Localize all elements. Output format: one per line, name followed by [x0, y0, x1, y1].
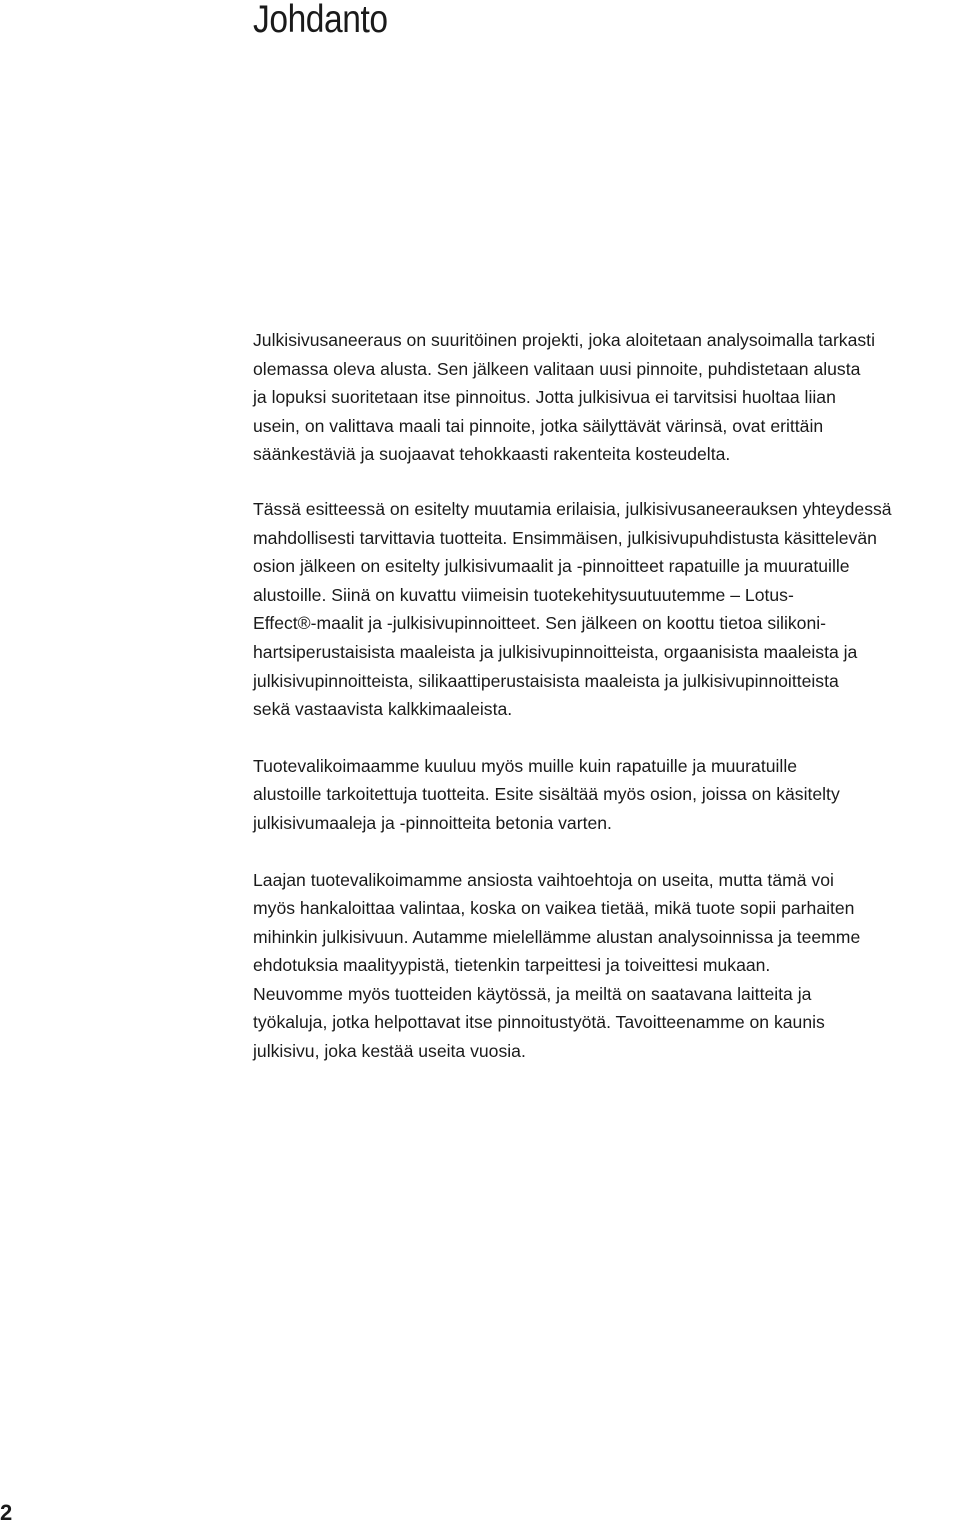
text-line: julkisivupinnoitteista, silikaattiperustaisista maaleista ja julkisivupinnoitteista [253, 670, 839, 691]
paragraph-assistance [253, 866, 960, 1066]
text-line: hartsiperustaisista maaleista ja julkisivupinnoitteista, orgaanisista maaleista ja [253, 641, 858, 662]
text-line: ehdotuksia maalityypistä, tietenkin tarpeittesi ja toiveittesi mukaan. [253, 955, 771, 976]
text-line: usein, on valittava maali tai pinnoite, jotka säilyttävät värinsä, ovat erittäin [253, 415, 824, 436]
text-line: alustoille tarkoitettuja tuotteita. Esite sisältää myös osion, joissa on käsitelty [253, 784, 840, 805]
page-title: Johdanto [253, 0, 388, 41]
text-line: julkisivu, joka kestää useita vuosia. [253, 1041, 526, 1062]
text-line: myös hankaloittaa valintaa, koska on vaikea tietää, mikä tuote sopii parhaiten [253, 898, 855, 919]
text-line: julkisivumaaleja ja -pinnoitteita betonia varten. [253, 812, 612, 833]
paragraph-product-range [253, 752, 960, 838]
text-line: Tuotevalikoimaamme kuuluu myös muille kuin rapatuille ja muuratuille [253, 755, 798, 776]
text-line: ja lopuksi suoritetaan itse pinnoitus. Jotta julkisivua ei tarvitsisi huoltaa liian [253, 387, 836, 408]
text-line: mahdollisesti tarvittavia tuotteita. Ensimmäisen, julkisivupuhdistusta käsittelevän [253, 527, 877, 548]
body-text [253, 326, 960, 1066]
text-line: Neuvomme myös tuotteiden käytössä, ja meiltä on saatavana laitteita ja [253, 983, 812, 1004]
text-line: osion jälkeen on esitelty julkisivumaalit ja -pinnoitteet rapatuille ja muuratuille [253, 556, 850, 577]
text-line: sekä vastaavista kalkkimaaleista. [253, 699, 513, 720]
text-line: Effect®-maalit ja -julkisivupinnoitteet. Sen jälkeen on koottu tietoa silikoni- [253, 613, 826, 634]
paragraph-brochure-contents [253, 495, 960, 724]
text-line: Laajan tuotevalikoimamme ansiosta vaihtoehtoja on useita, mutta tämä voi [253, 869, 834, 890]
text-line: olemassa oleva alusta. Sen jälkeen valitaan uusi pinnoite, puhdistetaan alusta [253, 358, 861, 379]
text-line: alustoille. Siinä on kuvattu viimeisin tuotekehitysuutuutemme – Lotus- [253, 584, 794, 605]
text-line: työkaluja, jotka helpottavat itse pinnoitustyötä. Tavoitteenamme on kaunis [253, 1012, 825, 1033]
text-line: Julkisivusaneeraus on suuritöinen projekti, joka aloitetaan analysoimalla tarkasti [253, 330, 875, 350]
text-line: säänkestäviä ja suojaavat tehokkaasti rakenteita kosteudelta. [253, 444, 731, 465]
text-line: mihinkin julkisivuun. Autamme mielellämme alustan analysoinnissa ja teemme [253, 926, 861, 947]
page-number: 2 [0, 1500, 13, 1525]
paragraph-intro [253, 326, 960, 469]
text-line: Tässä esitteessä on esitelty muutamia erilaisia, julkisivusaneerauksen yhteydessä [253, 498, 892, 519]
